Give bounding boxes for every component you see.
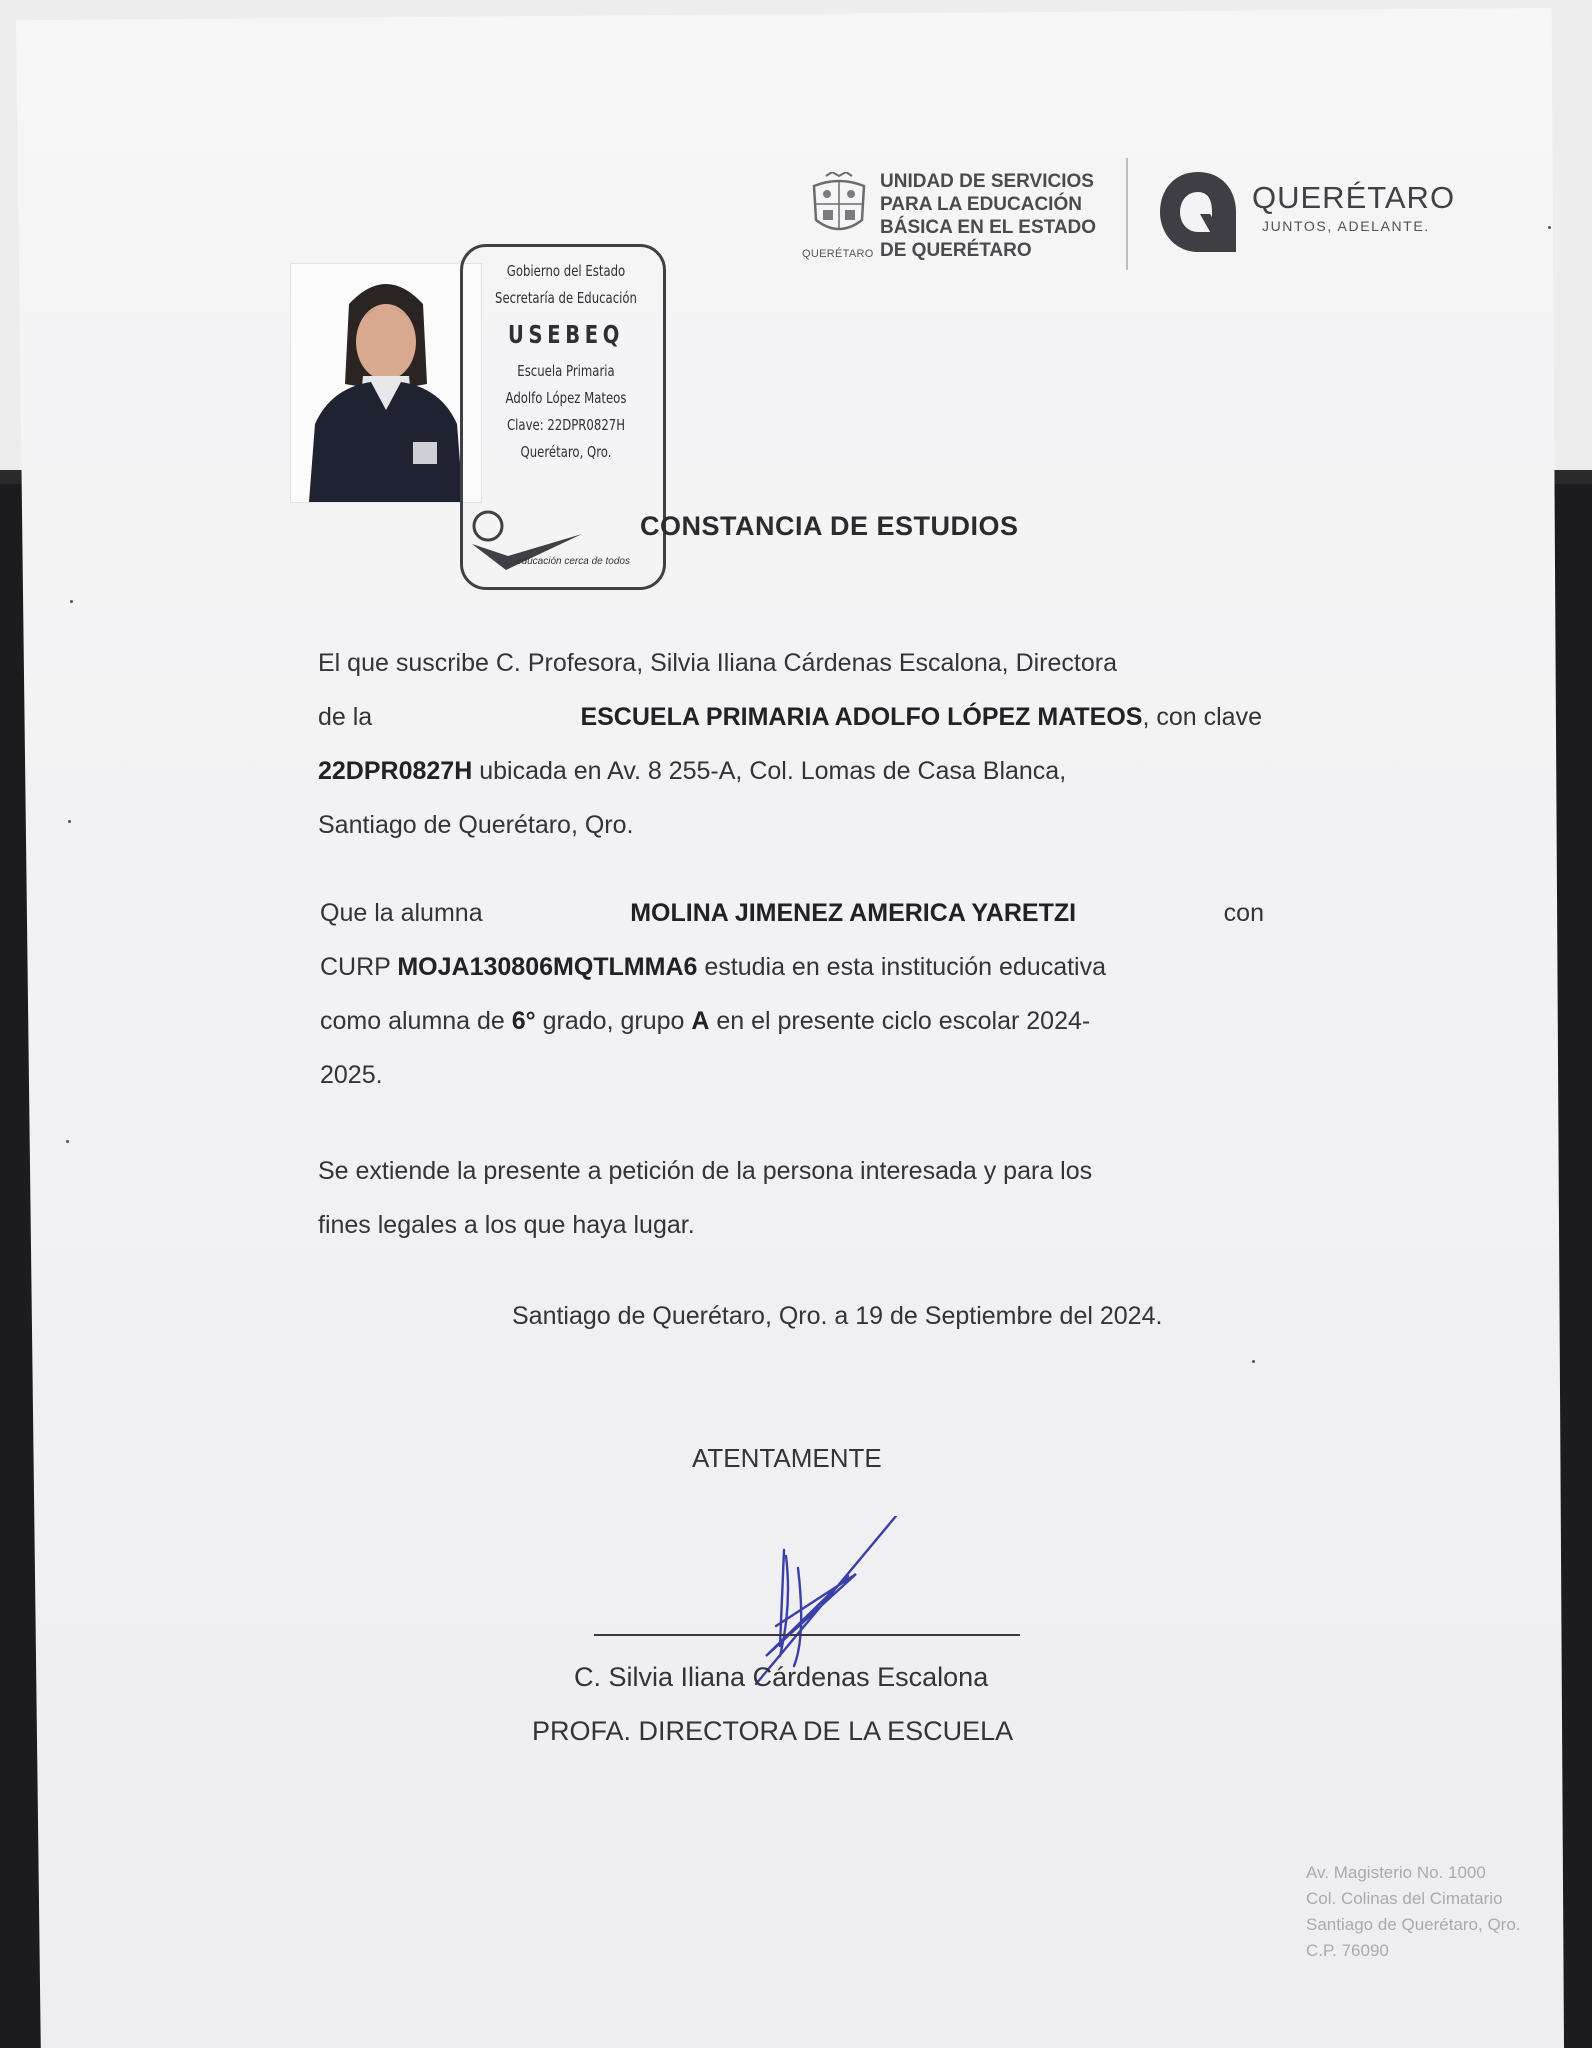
document-title: CONSTANCIA DE ESTUDIOS [640,511,1019,541]
footer-address [1306,1860,1521,1964]
queretaro-logo-icon [1156,168,1240,256]
paragraph-line [320,940,1264,994]
stamp-line: Escuela Primaria [517,362,615,380]
address-line: Santiago de Querétaro, Qro. [1306,1915,1521,1934]
stamp-brand: USEBEQ [507,320,625,349]
place-and-date: Santiago de Querétaro, Qro. a 19 de Septiembre del 2024. [512,1302,1163,1330]
text-span: 2025. [320,1061,383,1089]
closing-word: ATENTAMENTE [692,1443,882,1473]
student-grade: 6° [511,1007,536,1035]
school-key: 22DPR0827H [318,757,473,785]
paragraph-student [320,886,1264,1102]
stamp-motto: educación cerca de todos [516,556,630,567]
student-name: MOLINA JIMENEZ AMERICA YARETZI [630,899,1077,927]
address-line: Col. Colinas del Cimatario [1306,1889,1503,1908]
paper-speck [68,820,71,823]
paragraph-line [318,1144,1276,1198]
unit-line: DE QUERÉTARO [880,240,1032,261]
state-name: QUERÉTARO [1252,180,1456,215]
student-portrait [291,264,481,502]
text-span: fines legales a los que haya lugar. [318,1211,695,1239]
crest-caption: QUERÉTARO [802,248,874,260]
stamp-line: Adolfo López Mateos [505,389,627,407]
student-photo [290,263,482,503]
text-span: Santiago de Querétaro, Qro. [318,811,634,839]
text-span: con [1223,899,1264,927]
text-span: estudia en esta institución educativa [697,953,1107,981]
state-tagline: JUNTOS, ADELANTE. [1262,218,1430,234]
stamp-line: Gobierno del Estado [506,262,626,280]
stamp-line: Clave: 22DPR0827H [506,416,626,434]
text-span: en el presente ciclo escolar 2024- [709,1007,1091,1035]
text-span: Se extiende la presente a petición de la persona interesada y para los [318,1157,1093,1185]
paragraph-purpose [318,1144,1276,1252]
text-span: ubicada en Av. 8 255-A, Col. Lomas de Casa Blanca, [472,757,1067,785]
paragraph-line [320,994,1264,1048]
usebeq-unit-name [880,170,1130,262]
text-span: El que suscribe C. Profesora, Silvia Iliana Cárdenas Escalona, Directora [318,649,1117,677]
stamp-text [488,258,644,466]
text-span: Que la alumna [320,899,483,927]
unit-line: BÁSICA EN EL ESTADO [880,217,1097,238]
text-span: grado, grupo [535,1007,692,1035]
address-line: C.P. 76090 [1306,1941,1389,1960]
paper-speck [66,1140,69,1143]
paragraph-line [318,744,1262,798]
stamp-line: Querétaro, Qro. [520,443,612,461]
text-span: de la [318,703,373,731]
state-crest-icon [806,172,872,242]
stamp-line: Secretaría de Educación [495,289,637,307]
address-line: Av. Magisterio No. 1000 [1306,1863,1486,1882]
paragraph-director [318,636,1262,852]
text-span: CURP [320,953,398,981]
paragraph-line [318,690,1262,744]
paragraph-line [320,1048,1264,1102]
paper-speck [1548,226,1551,229]
paper-speck [1252,1360,1255,1363]
unit-line: PARA LA EDUCACIÓN [880,194,1082,215]
stamp-check-icon [462,500,662,580]
paragraph-line [320,886,1264,940]
text-span: , con clave [1142,703,1262,731]
student-group: A [691,1007,710,1035]
student-curp: MOJA130806MQTLMMA6 [397,953,698,981]
paragraph-line [318,798,1262,852]
unit-line: UNIDAD DE SERVICIOS [880,171,1094,192]
paper-speck [70,600,73,603]
header-divider [1126,158,1128,270]
school-name-group [580,690,1262,744]
text-span: como alumna de [320,1007,512,1035]
signer-role: PROFA. DIRECTORA DE LA ESCUELA [532,1716,1014,1746]
school-name: ESCUELA PRIMARIA ADOLFO LÓPEZ MATEOS [580,703,1143,731]
paragraph-line [318,636,1262,690]
signature-line [594,1634,1020,1636]
signer-name: C. Silvia Iliana Cárdenas Escalona [574,1662,989,1692]
paragraph-line [318,1198,1276,1252]
